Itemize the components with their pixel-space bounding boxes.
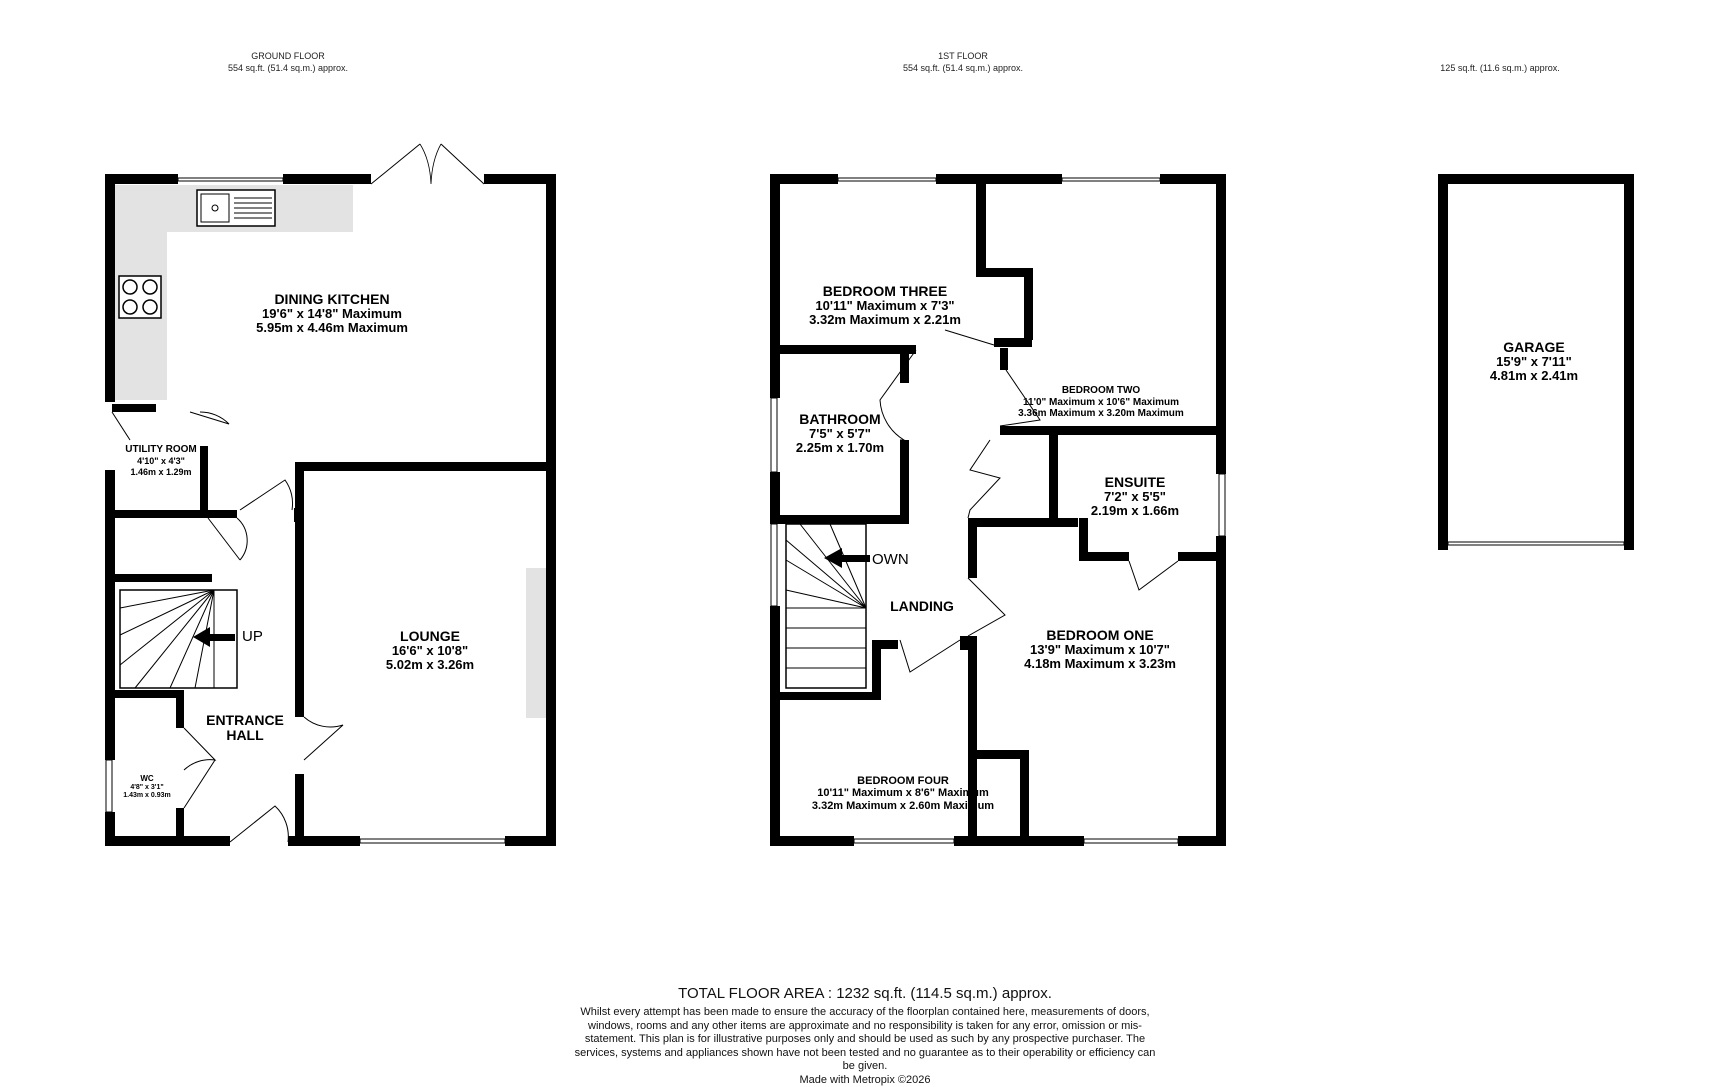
room-ensuite — [1091, 475, 1179, 518]
room-name-line2: HALL — [226, 727, 264, 743]
room-dim-metric: 3.32m Maximum x 2.60m Maximum — [811, 800, 995, 812]
room-dim-imperial: 16'6" x 10'8" — [391, 643, 469, 658]
room-lounge — [386, 629, 474, 672]
room-landing — [890, 599, 954, 614]
room-wc — [123, 774, 170, 800]
room-name: BEDROOM FOUR — [857, 775, 949, 787]
floor-area: 125 sq.ft. (11.6 sq.m.) approx. — [1440, 63, 1560, 73]
room-bathroom — [796, 412, 884, 455]
floor-header-garage — [1440, 62, 1559, 74]
floor-name: GROUND FLOOR — [251, 51, 325, 61]
room-dim-metric: 3.32m Maximum x 2.21m — [809, 312, 961, 327]
room-name: ENSUITE — [1104, 474, 1166, 490]
room-dim-imperial: 11'0" Maximum x 10'6" Maximum — [1023, 397, 1179, 408]
room-dim-imperial: 10'11" Maximum x 8'6" Maximum — [817, 787, 989, 799]
room-name: WC — [140, 774, 154, 783]
room-bedroom-four — [812, 775, 994, 813]
room-dim-metric: 3.36m Maximum x 3.20m Maximum — [1018, 408, 1184, 419]
room-bedroom-two — [1018, 385, 1184, 419]
stairs-up-label: UP — [242, 628, 263, 645]
total-floor-area: TOTAL FLOOR AREA : 1232 sq.ft. (114.5 sq.m.) approx. — [678, 985, 1052, 1002]
room-name: BATHROOM — [799, 411, 881, 427]
room-dim-metric: 1.43m x 0.93m — [123, 792, 171, 799]
room-name: ENTRANCE — [206, 712, 284, 728]
sink-icon — [197, 190, 275, 226]
room-dim-metric: 2.19m x 1.66m — [1090, 503, 1180, 518]
room-dim-imperial: 7'2" x 5'5" — [1104, 489, 1166, 504]
room-dim-metric: 2.25m x 1.70m — [795, 440, 885, 455]
room-name: UTILITY ROOM — [125, 444, 197, 455]
room-dim-imperial: 13'9" Maximum x 10'7" — [1030, 642, 1170, 657]
room-dim-metric: 1.46m x 1.29m — [130, 467, 192, 477]
room-dim-imperial: 19'6" x 14'8" Maximum — [262, 306, 402, 321]
room-dim-imperial: 4'8" x 3'1" — [130, 784, 164, 791]
disclaimer-text: Whilst every attempt has been made to ensure the accuracy of the floorplan contained here, measurements of doors, windows, rooms and any other items are approximate and no responsibility is taken for any error, omission or mis-statement. This plan is for illustrative purposes only and should be used as such by any prospective purchaser. The services, systems and appliances shown have not been tested and no guarantee as to their operability or efficiency can be given. — [574, 1006, 1156, 1072]
room-name: BEDROOM THREE — [822, 283, 948, 299]
room-dim-metric: 5.95m x 4.46m Maximum — [256, 320, 408, 335]
room-dim-imperial: 4'10" x 4'3" — [137, 456, 185, 466]
floor-header-first — [903, 50, 1023, 74]
floor-name: 1ST FLOOR — [938, 51, 988, 61]
room-name: DINING KITCHEN — [274, 291, 390, 307]
room-name: BEDROOM TWO — [1061, 385, 1141, 396]
footer — [570, 985, 1160, 1087]
room-dim-imperial: 7'5" x 5'7" — [809, 426, 871, 441]
made-with-credit: Made with Metropix ©2026 — [799, 1073, 931, 1086]
room-utility — [125, 444, 196, 478]
floor-area: 554 sq.ft. (51.4 sq.m.) approx. — [227, 63, 349, 73]
room-dining-kitchen — [256, 292, 408, 335]
room-name: LANDING — [890, 598, 954, 614]
floor-area: 554 sq.ft. (51.4 sq.m.) approx. — [902, 63, 1024, 73]
room-name: LOUNGE — [400, 628, 460, 644]
room-bedroom-three — [809, 284, 961, 327]
room-dim-metric: 4.81m x 2.41m — [1489, 368, 1579, 383]
ground-floor-plan — [105, 144, 556, 846]
stairs-down-label: OWN — [872, 551, 909, 568]
room-dim-metric: 4.18m Maximum x 3.23m — [1024, 656, 1176, 671]
hob-icon — [119, 276, 161, 318]
floor-header-ground — [228, 50, 348, 74]
room-bedroom-one — [1024, 628, 1176, 671]
room-name: GARAGE — [1503, 339, 1565, 355]
room-name: BEDROOM ONE — [1046, 627, 1154, 643]
room-entrance-hall — [206, 713, 284, 743]
room-garage — [1490, 340, 1578, 383]
room-dim-imperial: 15'9" x 7'11" — [1496, 354, 1572, 369]
room-dim-imperial: 10'11" Maximum x 7'3" — [815, 298, 955, 313]
room-dim-metric: 5.02m x 3.26m — [385, 657, 475, 672]
